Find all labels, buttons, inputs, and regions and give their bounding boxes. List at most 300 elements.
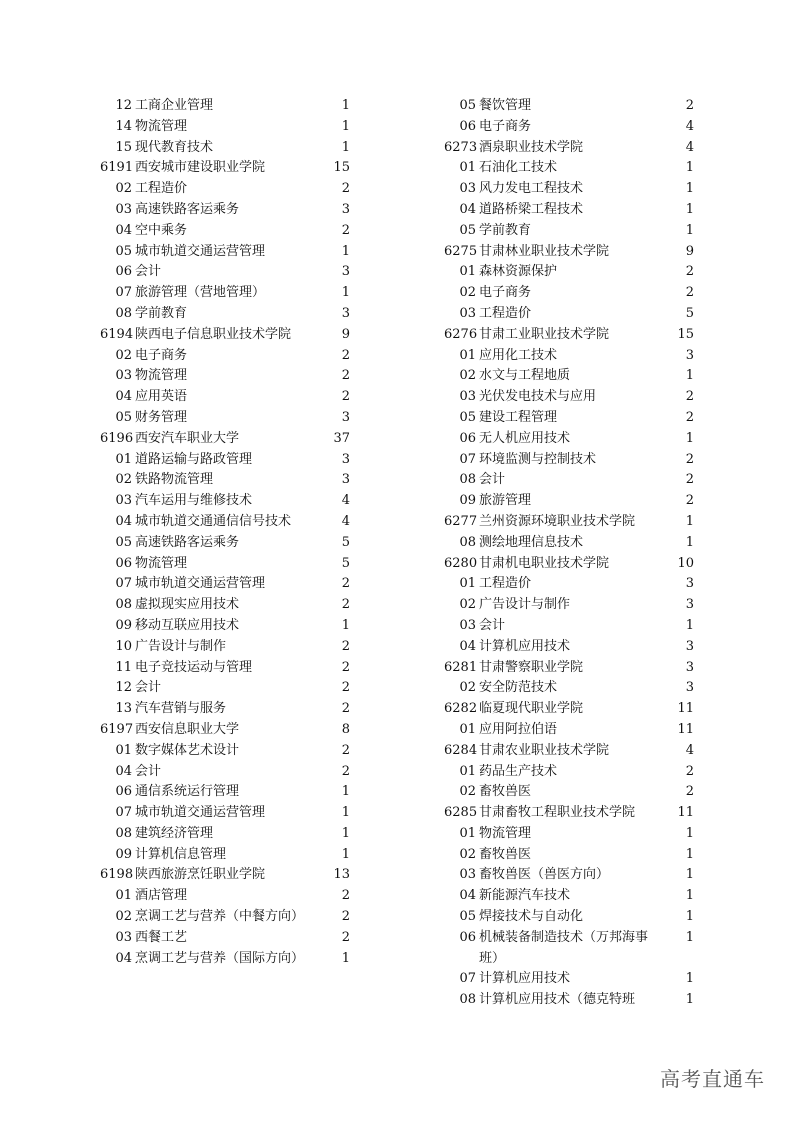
item-code: 03: [459, 181, 476, 197]
item-code: 03: [459, 305, 476, 321]
list-item: [100, 408, 350, 429]
item-count: 1: [685, 368, 694, 384]
item-count: 3: [685, 576, 694, 592]
item-name: 应用英语: [135, 389, 188, 405]
item-code: 04: [115, 950, 132, 966]
item-name: 森林资源保护: [479, 264, 558, 280]
item-name: 旅游管理: [479, 493, 532, 509]
item-count: 2: [685, 763, 694, 779]
list-item: [444, 699, 694, 720]
item-code: 13: [115, 701, 132, 717]
item-name: 甘肃林业职业技术学院: [479, 243, 610, 259]
item-code: 01: [459, 576, 476, 592]
item-code: 6273: [444, 139, 478, 155]
list-item: [444, 533, 694, 554]
item-code: 07: [115, 805, 132, 821]
item-count: 11: [677, 721, 694, 737]
item-count: 2: [341, 742, 350, 758]
list-item: [444, 637, 694, 658]
item-count: 1: [685, 992, 694, 1008]
item-name: 兰州资源环境职业技术学院: [479, 513, 636, 529]
item-name: 现代教育技术: [135, 139, 214, 155]
item-count: 11: [677, 701, 694, 717]
list-item: [100, 803, 350, 824]
item-name: 药品生产技术: [479, 763, 558, 779]
item-code: 04: [115, 763, 132, 779]
item-code: 02: [459, 285, 476, 301]
item-name: 物流管理: [479, 825, 532, 841]
item-count: 1: [685, 825, 694, 841]
item-code: 08: [459, 534, 476, 550]
list-item: [100, 554, 350, 575]
list-item: [444, 262, 694, 283]
list-item: [444, 886, 694, 907]
item-count: 1: [685, 867, 694, 883]
item-code: 05: [459, 222, 476, 238]
item-code: 03: [459, 389, 476, 405]
item-name: 虚拟现实应用技术: [135, 597, 240, 613]
list-item: [100, 262, 350, 283]
list-item: [100, 762, 350, 783]
list-item: [444, 824, 694, 845]
list-item: [444, 574, 694, 595]
list-item: [100, 366, 350, 387]
item-count: 3: [341, 264, 350, 280]
list-item: [100, 138, 350, 159]
item-count: 1: [341, 784, 350, 800]
item-code: 14: [115, 118, 132, 134]
right-column: [444, 96, 694, 1011]
item-count: 5: [341, 534, 350, 550]
item-name: 甘肃工业职业技术学院: [479, 326, 610, 342]
list-item: [100, 491, 350, 512]
item-code: 03: [459, 867, 476, 883]
item-code: 02: [459, 846, 476, 862]
list-item: [444, 450, 694, 471]
item-count: 11: [677, 805, 694, 821]
item-count: 2: [341, 659, 350, 675]
item-name: 风力发电工程技术: [479, 181, 584, 197]
item-code: 03: [115, 368, 132, 384]
list-item: [100, 96, 350, 117]
item-name: 旅游管理（营地管理）: [135, 285, 266, 301]
item-name: 水文与工程地质: [479, 368, 571, 384]
item-count: 13: [333, 867, 350, 883]
item-name: 城市轨道交通运营管理: [135, 805, 266, 821]
item-count: 2: [685, 98, 694, 113]
item-count: 1: [685, 430, 694, 446]
item-name: 电子竞技运动与管理: [135, 659, 253, 675]
list-item: [100, 720, 350, 741]
item-code: 07: [459, 971, 476, 987]
item-name: 工程造价: [479, 305, 532, 321]
item-count: 3: [685, 659, 694, 675]
item-count: 2: [685, 784, 694, 800]
item-count: 15: [677, 326, 694, 342]
item-name: 会计: [135, 680, 162, 696]
item-code: 02: [115, 472, 132, 488]
item-code: 01: [115, 742, 132, 758]
item-count: 2: [685, 493, 694, 509]
list-item: [100, 741, 350, 762]
item-name: 会计: [479, 617, 506, 633]
list-item: [100, 346, 350, 367]
item-count: 3: [685, 597, 694, 613]
item-code: 15: [115, 139, 132, 155]
item-name: 计算机应用技术: [479, 971, 571, 987]
item-name: 移动互联应用技术: [135, 617, 240, 633]
item-count: 1: [685, 617, 694, 633]
item-name: 焊接技术与自动化: [479, 909, 584, 925]
item-count: 1: [685, 534, 694, 550]
item-count: 2: [341, 576, 350, 592]
item-count: 1: [685, 888, 694, 904]
list-item: [100, 595, 350, 616]
list-item: [444, 865, 694, 886]
item-code: 03: [459, 617, 476, 633]
item-name: 城市轨道交通运营管理: [135, 243, 266, 259]
item-name: 甘肃畜牧工程职业技术学院: [479, 805, 636, 821]
list-item: [100, 387, 350, 408]
item-name: 安全防范技术: [479, 680, 558, 696]
item-code: 01: [115, 888, 132, 904]
list-item: [100, 325, 350, 346]
list-item: [444, 512, 694, 533]
item-count: 3: [341, 201, 350, 217]
item-count: 9: [341, 326, 350, 342]
item-code: 02: [459, 784, 476, 800]
item-name: 广告设计与制作: [135, 638, 227, 654]
item-name: 工商企业管理: [135, 98, 214, 113]
list-item: [444, 221, 694, 242]
item-code: 04: [459, 638, 476, 654]
item-code: 02: [115, 181, 132, 197]
item-name: 广告设计与制作: [479, 597, 571, 613]
item-count: 2: [341, 347, 350, 363]
item-name: 机械装备制造技术（万邦海事班）: [479, 929, 649, 966]
item-name: 汽车营销与服务: [135, 701, 227, 717]
item-code: 12: [115, 98, 132, 113]
list-item: [444, 595, 694, 616]
item-code: 01: [459, 264, 476, 280]
item-code: 03: [115, 201, 132, 217]
item-code: 08: [459, 472, 476, 488]
item-count: 1: [685, 513, 694, 529]
item-name: 陕西电子信息职业技术学院: [135, 326, 292, 342]
item-count: 1: [341, 846, 350, 862]
list-item: [444, 96, 694, 117]
item-name: 无人机应用技术: [479, 430, 571, 446]
item-count: 15: [333, 160, 350, 176]
list-item: [444, 554, 694, 575]
list-item: [100, 304, 350, 325]
item-count: 1: [341, 285, 350, 301]
list-item: [100, 283, 350, 304]
item-name: 铁路物流管理: [135, 472, 214, 488]
list-item: [100, 179, 350, 200]
item-code: 05: [115, 409, 132, 425]
item-name: 会计: [479, 472, 506, 488]
item-code: 06: [115, 784, 132, 800]
item-name: 西安信息职业大学: [135, 721, 240, 737]
item-name: 石油化工技术: [479, 160, 558, 176]
item-count: 2: [685, 285, 694, 301]
item-code: 05: [459, 98, 476, 113]
list-item: [444, 117, 694, 138]
item-count: 9: [685, 243, 694, 259]
item-code: 09: [459, 493, 476, 509]
item-code: 6194: [100, 326, 134, 342]
list-item: [444, 138, 694, 159]
item-name: 城市轨道交通通信信号技术: [135, 513, 292, 529]
list-item: [100, 928, 350, 949]
item-count: 2: [685, 472, 694, 488]
list-item: [444, 928, 694, 970]
list-item: [100, 512, 350, 533]
item-name: 数字媒体艺术设计: [135, 742, 240, 758]
item-code: 09: [115, 846, 132, 862]
list-item: [100, 450, 350, 471]
item-code: 01: [459, 763, 476, 779]
item-code: 6276: [444, 326, 478, 342]
list-item: [444, 346, 694, 367]
item-count: 5: [685, 305, 694, 321]
list-item: [444, 803, 694, 824]
item-code: 04: [115, 513, 132, 529]
item-count: 1: [341, 617, 350, 633]
item-count: 2: [341, 680, 350, 696]
list-item: [100, 158, 350, 179]
item-code: 01: [459, 347, 476, 363]
list-item: [444, 616, 694, 637]
item-code: 04: [459, 888, 476, 904]
item-count: 3: [685, 638, 694, 654]
item-name: 烹调工艺与营养（中餐方向）: [135, 909, 305, 925]
item-count: 2: [341, 368, 350, 384]
item-count: 1: [341, 950, 350, 966]
item-code: 6282: [444, 701, 478, 717]
item-count: 2: [341, 222, 350, 238]
item-count: 1: [341, 118, 350, 134]
list-item: [100, 429, 350, 450]
item-code: 6280: [444, 555, 478, 571]
item-code: 08: [115, 305, 132, 321]
item-count: 2: [341, 763, 350, 779]
list-item: [444, 907, 694, 928]
item-name: 酒店管理: [135, 888, 188, 904]
item-code: 6198: [100, 867, 134, 883]
item-count: 2: [685, 409, 694, 425]
item-code: 12: [115, 680, 132, 696]
item-name: 光伏发电技术与应用: [479, 389, 597, 405]
item-code: 6284: [444, 742, 478, 758]
item-name: 物流管理: [135, 368, 188, 384]
list-item: [444, 283, 694, 304]
item-count: 3: [685, 680, 694, 696]
item-code: 03: [115, 929, 132, 945]
item-name: 汽车运用与维修技术: [135, 493, 253, 509]
list-item: [444, 408, 694, 429]
list-item: [444, 242, 694, 263]
item-count: 5: [341, 555, 350, 571]
item-count: 1: [341, 139, 350, 155]
item-code: 11: [115, 659, 132, 675]
list-item: [444, 470, 694, 491]
list-item: [444, 741, 694, 762]
list-item: [444, 782, 694, 803]
item-count: 1: [341, 98, 350, 113]
item-count: 1: [685, 909, 694, 925]
item-name: 空中乘务: [135, 222, 188, 238]
item-count: 1: [685, 929, 694, 945]
item-count: 2: [341, 389, 350, 405]
list-item: [444, 969, 694, 990]
item-name: 甘肃警察职业学院: [479, 659, 584, 675]
item-count: 1: [685, 846, 694, 862]
item-code: 06: [459, 118, 476, 134]
item-name: 甘肃农业职业技术学院: [479, 742, 610, 758]
item-name: 西安汽车职业大学: [135, 430, 240, 446]
item-name: 烹调工艺与营养（国际方向）: [135, 950, 305, 966]
item-count: 1: [685, 222, 694, 238]
item-name: 计算机应用技术: [479, 638, 571, 654]
item-code: 09: [115, 617, 132, 633]
item-count: 2: [341, 929, 350, 945]
list-item: [444, 387, 694, 408]
list-item: [100, 824, 350, 845]
item-count: 2: [341, 909, 350, 925]
item-name: 工程造价: [135, 181, 188, 197]
item-count: 4: [685, 139, 694, 155]
item-count: 2: [341, 597, 350, 613]
item-name: 建筑经济管理: [135, 825, 214, 841]
item-count: 1: [685, 181, 694, 197]
item-code: 02: [115, 909, 132, 925]
item-code: 07: [115, 285, 132, 301]
item-name: 电子商务: [479, 118, 532, 134]
item-name: 临夏现代职业学院: [479, 701, 584, 717]
item-count: 37: [333, 430, 350, 446]
left-column: [100, 96, 350, 969]
item-code: 6197: [100, 721, 134, 737]
list-item: [100, 616, 350, 637]
item-name: 西安城市建设职业学院: [135, 160, 266, 176]
item-code: 05: [115, 243, 132, 259]
item-name: 财务管理: [135, 409, 188, 425]
list-item: [100, 242, 350, 263]
item-code: 02: [115, 347, 132, 363]
item-name: 西餐工艺: [135, 929, 188, 945]
item-name: 应用化工技术: [479, 347, 558, 363]
item-code: 6191: [100, 160, 134, 176]
item-count: 10: [677, 555, 694, 571]
list-item: [100, 845, 350, 866]
item-code: 02: [459, 680, 476, 696]
item-code: 01: [115, 451, 132, 467]
item-code: 06: [459, 430, 476, 446]
list-item: [100, 117, 350, 138]
item-name: 陕西旅游烹饪职业学院: [135, 867, 266, 883]
item-code: 08: [115, 825, 132, 841]
item-count: 2: [685, 389, 694, 405]
item-name: 会计: [135, 763, 162, 779]
list-item: [100, 782, 350, 803]
item-code: 01: [459, 160, 476, 176]
list-item: [444, 658, 694, 679]
item-count: 3: [341, 472, 350, 488]
item-count: 3: [341, 409, 350, 425]
list-item: [100, 699, 350, 720]
item-name: 畜牧兽医（兽医方向）: [479, 867, 610, 883]
item-name: 酒泉职业技术学院: [479, 139, 584, 155]
item-name: 城市轨道交通运营管理: [135, 576, 266, 592]
item-name: 环境监测与控制技术: [479, 451, 597, 467]
item-code: 08: [115, 597, 132, 613]
item-code: 02: [459, 368, 476, 384]
item-name: 计算机信息管理: [135, 846, 227, 862]
item-name: 高速铁路客运乘务: [135, 201, 240, 217]
item-count: 2: [685, 264, 694, 280]
item-name: 畜牧兽医: [479, 784, 532, 800]
item-code: 06: [115, 264, 132, 280]
item-count: 3: [341, 305, 350, 321]
list-item: [444, 366, 694, 387]
item-code: 08: [459, 992, 476, 1008]
item-name: 计算机应用技术（德克特班: [479, 992, 636, 1008]
item-name: 新能源汽车技术: [479, 888, 571, 904]
item-code: 04: [115, 389, 132, 405]
list-item: [100, 574, 350, 595]
list-item: [100, 658, 350, 679]
list-item: [444, 200, 694, 221]
item-count: 2: [341, 638, 350, 654]
item-count: 8: [341, 721, 350, 737]
list-item: [100, 533, 350, 554]
list-item: [444, 158, 694, 179]
item-code: 6281: [444, 659, 478, 675]
list-item: [100, 949, 350, 970]
item-name: 道路运输与路政管理: [135, 451, 253, 467]
item-name: 道路桥梁工程技术: [479, 201, 584, 217]
item-name: 电子商务: [479, 285, 532, 301]
list-item: [100, 865, 350, 886]
list-item: [100, 221, 350, 242]
list-item: [100, 678, 350, 699]
item-code: 04: [459, 201, 476, 217]
item-count: 4: [685, 118, 694, 134]
list-item: [100, 907, 350, 928]
item-code: 06: [115, 555, 132, 571]
item-name: 甘肃机电职业技术学院: [479, 555, 610, 571]
list-item: [100, 200, 350, 221]
item-count: 4: [685, 742, 694, 758]
item-name: 应用阿拉伯语: [479, 721, 558, 737]
item-code: 6275: [444, 243, 478, 259]
item-name: 会计: [135, 264, 162, 280]
list-item: [444, 491, 694, 512]
item-code: 05: [459, 909, 476, 925]
item-count: 1: [341, 805, 350, 821]
list-item: [444, 429, 694, 450]
item-count: 3: [341, 451, 350, 467]
item-code: 01: [459, 825, 476, 841]
list-item: [100, 470, 350, 491]
list-item: [444, 762, 694, 783]
item-count: 1: [341, 243, 350, 259]
item-code: 07: [459, 451, 476, 467]
item-code: 6285: [444, 805, 478, 821]
item-count: 2: [341, 181, 350, 197]
